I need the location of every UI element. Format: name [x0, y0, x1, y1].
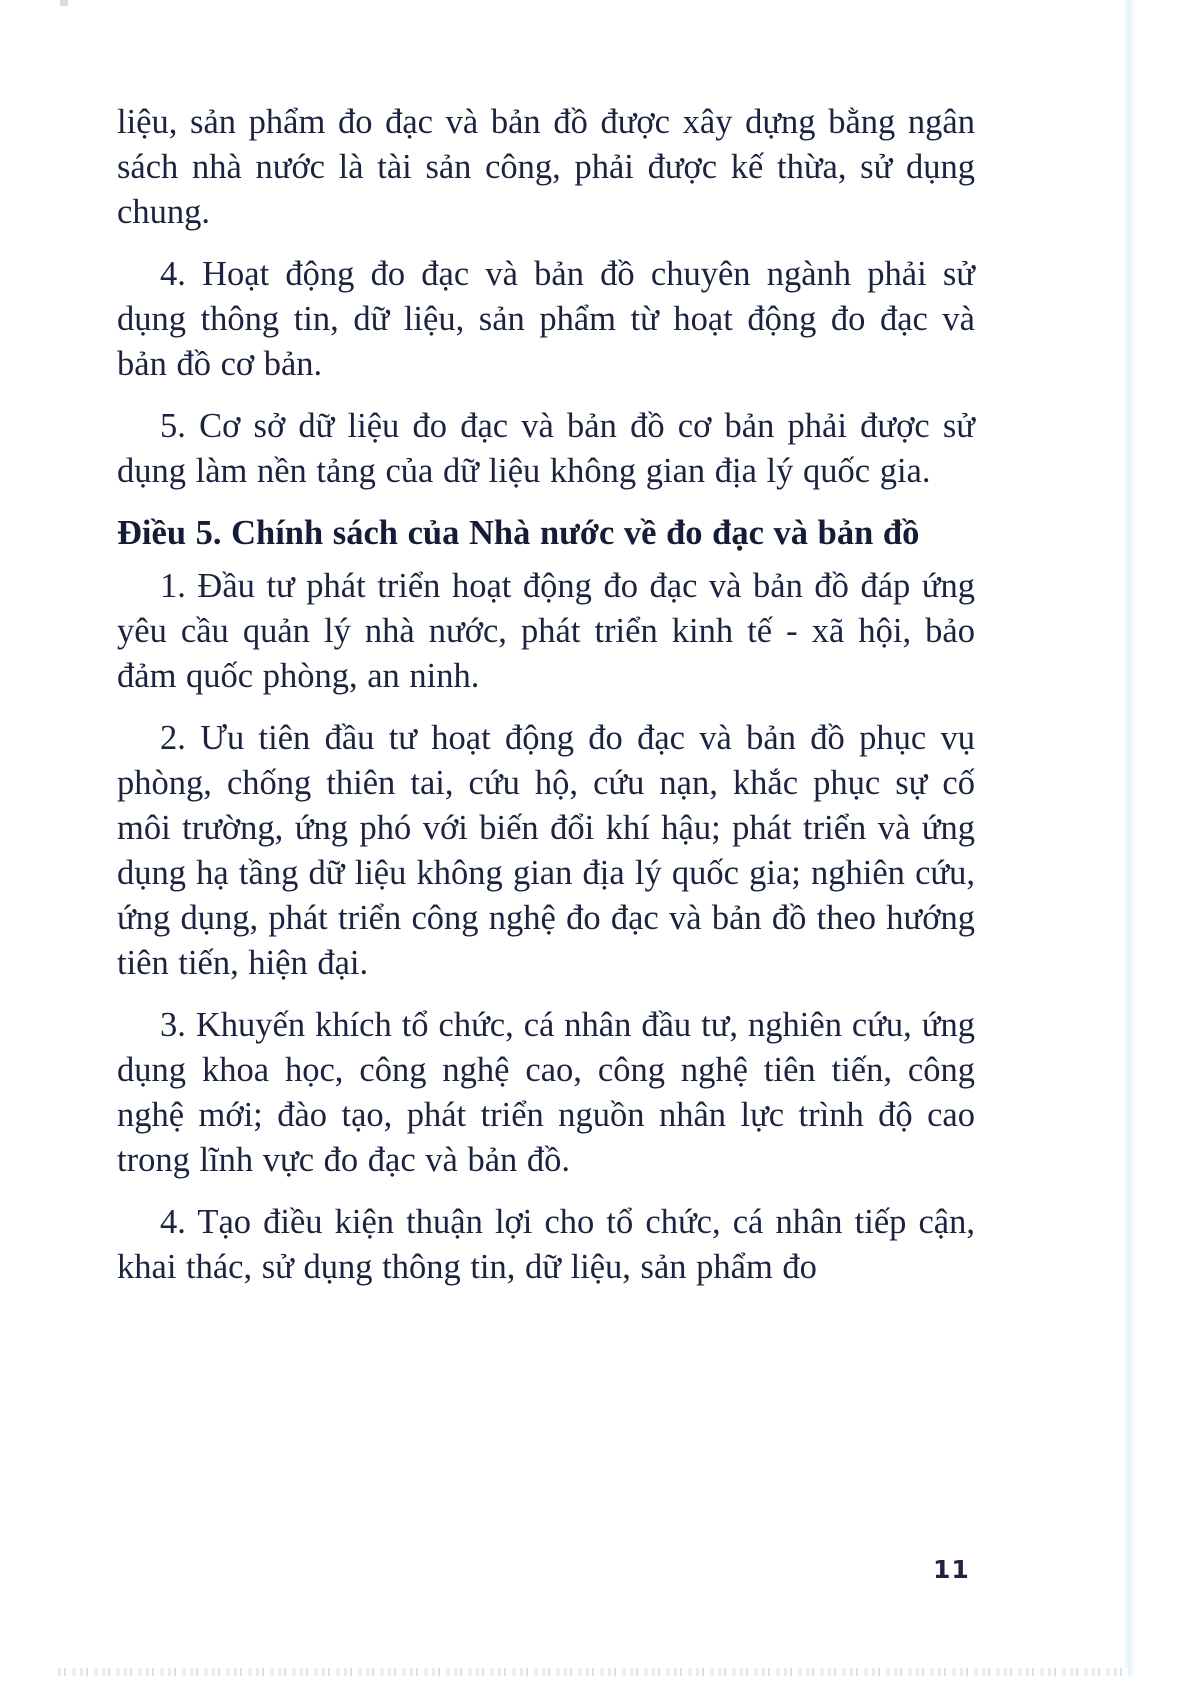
body-text [117, 100, 975, 1307]
article-heading: Điều 5. Chính sách của Nhà nước về đo đạc và bản đồ [117, 514, 920, 552]
clause-4: 4. Hoạt động đo đạc và bản đồ chuyên ngành phải sử dụng thông tin, dữ liệu, sản phẩm từ hoạt động đo đạc và bản đồ cơ bản. [117, 255, 975, 383]
policy-clause-2: 2. Ưu tiên đầu tư hoạt động đo đạc và bản đồ phục vụ phòng, chống thiên tai, cứu hộ, cứu nạn, khắc phục sự cố môi trường, ứng phó với biến đổi khí hậu; phát triển và ứng dụng hạ tầng dữ liệu không gian địa lý quốc gia; nghiên cứu, ứng dụng, phát triển công nghệ đo đạc và bản đồ theo hướng tiên tiến, hiện đại. [117, 719, 975, 982]
scan-mark [60, 0, 68, 6]
policy-clause-4: 4. Tạo điều kiện thuận lợi cho tổ chức, cá nhân tiếp cận, khai thác, sử dụng thông tin, dữ liệu, sản phẩm đo [117, 1203, 975, 1286]
policy-clause-1: 1. Đầu tư phát triển hoạt động đo đạc và bản đồ đáp ứng yêu cầu quản lý nhà nước, phát triển kinh tế - xã hội, bảo đảm quốc phòng, an ninh. [117, 567, 975, 695]
clause-5: 5. Cơ sở dữ liệu đo đạc và bản đồ cơ bản phải được sử dụng làm nền tảng của dữ liệu không gian địa lý quốc gia. [117, 407, 975, 490]
page-bottom-edge [58, 1668, 1130, 1676]
paragraph-continuation: liệu, sản phẩm đo đạc và bản đồ được xây dựng bằng ngân sách nhà nước là tài sản công, phải được kế thừa, sử dụng chung. [117, 103, 975, 231]
policy-clause-3: 3. Khuyến khích tổ chức, cá nhân đầu tư, nghiên cứu, ứng dụng khoa học, công nghệ cao, công nghệ tiên tiến, công nghệ mới; đào tạo, phát triển nguồn nhân lực trình độ cao trong lĩnh vực đo đạc và bản đồ. [117, 1006, 975, 1179]
page-number: 11 [933, 1555, 970, 1584]
page-edge-strip [1124, 0, 1136, 1675]
